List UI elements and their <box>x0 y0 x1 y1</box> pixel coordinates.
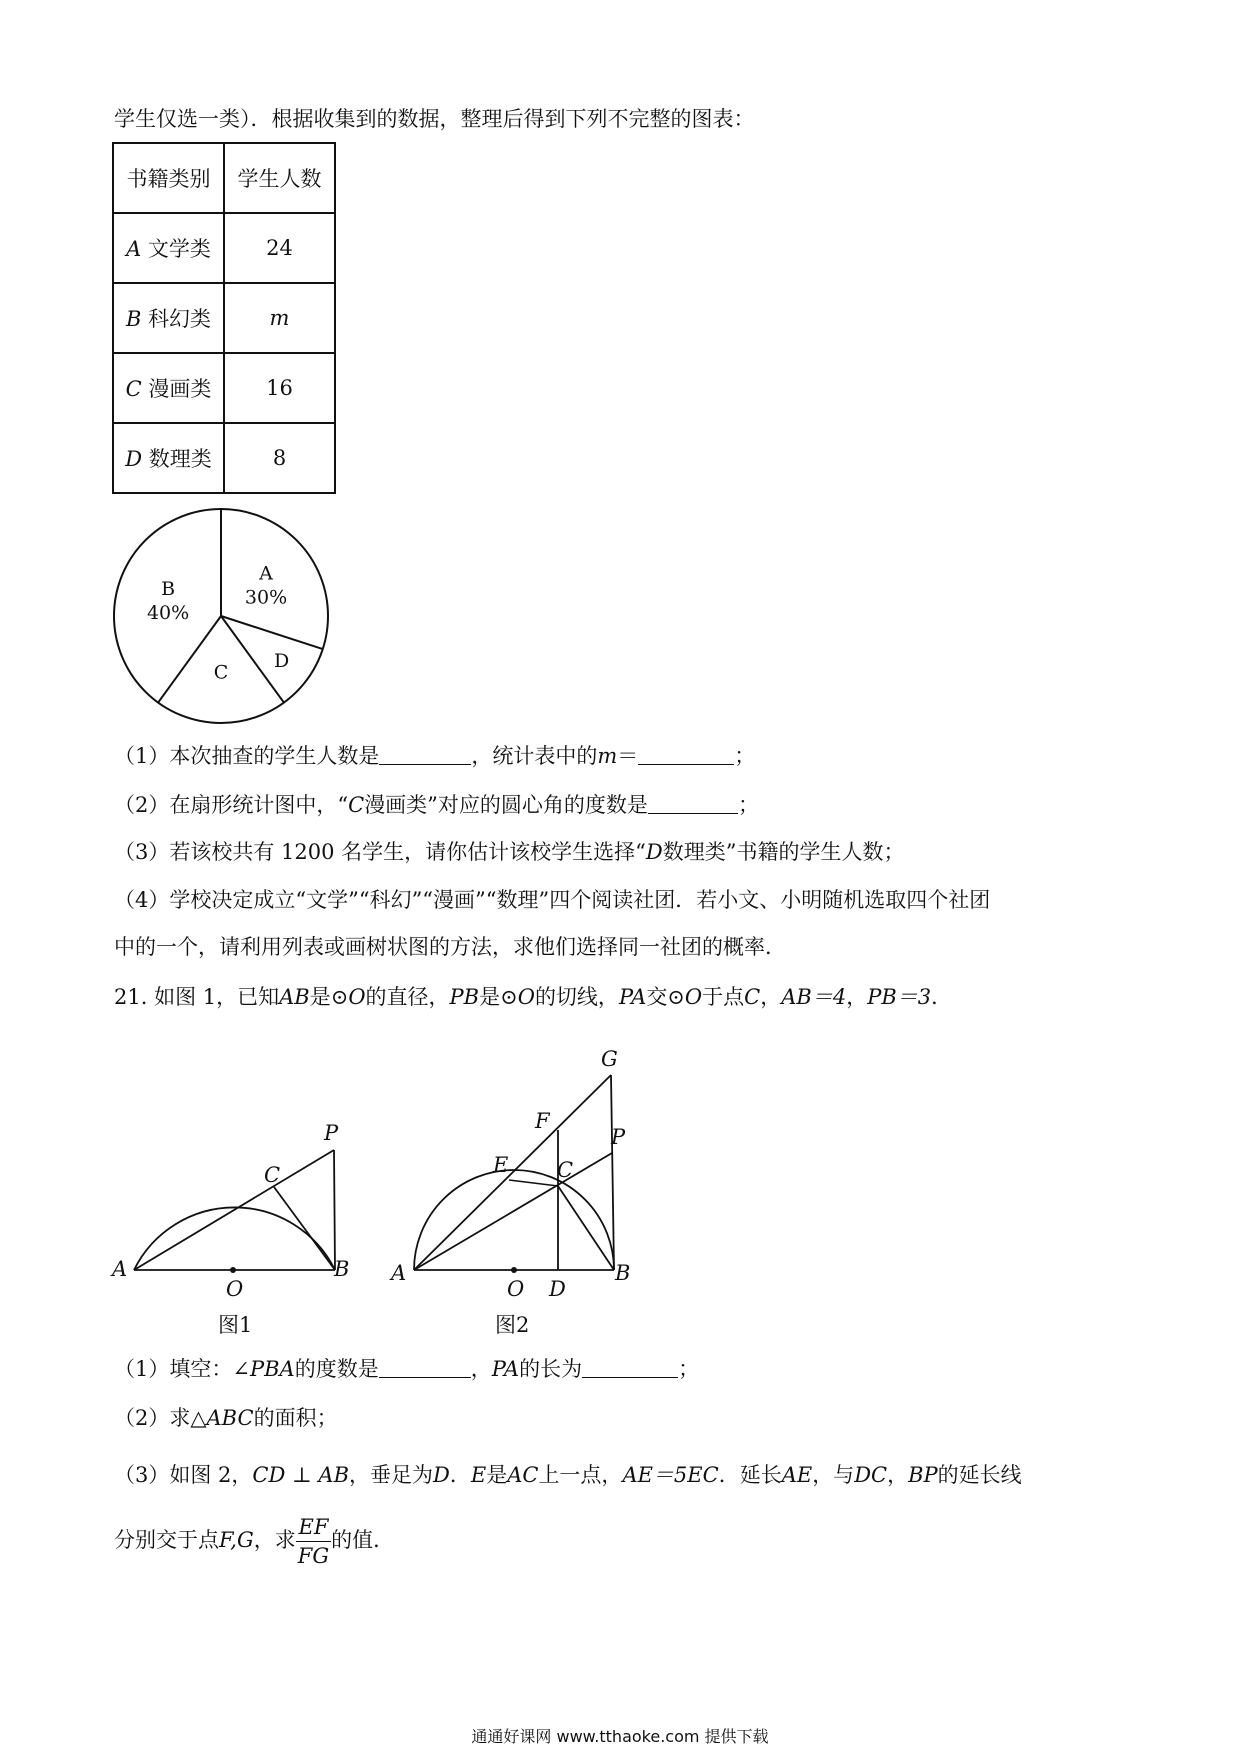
pie-label-a: A <box>259 562 273 585</box>
line-ag <box>414 1075 611 1270</box>
footer-text: 通通好课网 www.tthaoke.com 提供下载 <box>471 1727 769 1746</box>
table-cell: C 漫画类 <box>113 353 224 423</box>
table-row <box>113 423 335 493</box>
label-f: F <box>535 1109 550 1133</box>
pie-value-label-a: 30% <box>244 586 288 609</box>
table-row <box>113 213 335 283</box>
label-b: B <box>334 1257 350 1281</box>
label-p: P <box>324 1121 339 1145</box>
figure-1 <box>110 1110 360 1340</box>
semicircle <box>414 1170 614 1270</box>
label-o: O <box>226 1277 244 1301</box>
intro-text: 学生仅选一类）．根据收集到的数据，整理后得到下列不完整的图表： <box>114 107 755 131</box>
center-point <box>511 1267 517 1273</box>
pie-value-label-b: 40% <box>146 601 190 624</box>
answer-blank[interactable] <box>379 1355 471 1378</box>
label-o: O <box>507 1277 525 1301</box>
table-cell: B 科幻类 <box>113 283 224 353</box>
q21-stem: 21. 如图 1，已知AB是⊙O的直径，PB是⊙O的切线，PA交⊙O于点C，AB＝4，PB＝3． <box>114 985 953 1009</box>
q20-part2: （2）在扇形统计图中，“C漫画类”对应的圆心角的度数是 ； <box>114 793 759 817</box>
pie-chart <box>104 500 344 740</box>
q20-part4-line2: 中的一个，请利用列表或画树状图的方法，求他们选择同一社团的概率． <box>114 935 786 959</box>
table-cell: 16 <box>224 353 335 423</box>
q20-part4-line1: （4）学校决定成立“文学”“科幻”“漫画”“数理”四个阅读社团．若小文、小明随机选取四个社团 <box>114 888 991 912</box>
answer-blank[interactable] <box>582 1355 678 1378</box>
q21-part1: （1）填空：∠PBA的度数是 ，PA的长为 ； <box>114 1357 700 1381</box>
answer-blank[interactable] <box>648 791 738 814</box>
stat-table <box>112 142 336 494</box>
pie-slice-boundary-d <box>221 616 323 649</box>
q20-part3: （3）若该校共有 1200 名学生，请你估计该校学生选择“D数理类”书籍的学生人数； <box>114 840 905 864</box>
figure-caption: 图1 <box>218 1313 253 1337</box>
table-cell: D 数理类 <box>113 423 224 493</box>
line-gb <box>611 1075 614 1270</box>
pie-label-c: C <box>213 661 229 684</box>
tangent-pb <box>334 1150 335 1270</box>
label-c: C <box>557 1158 574 1182</box>
label-d: D <box>549 1277 566 1301</box>
center-point <box>230 1267 236 1273</box>
table-cell: 8 <box>224 423 335 493</box>
answer-blank[interactable] <box>638 742 734 765</box>
q21-part2: （2）求△ABC的面积； <box>114 1406 338 1430</box>
chord-cb <box>274 1187 335 1270</box>
pie-label-b: B <box>161 577 176 600</box>
figure-2 <box>385 1030 645 1340</box>
chord-ec <box>509 1180 558 1186</box>
table-row <box>113 283 335 353</box>
semicircle <box>134 1207 335 1270</box>
label-a: A <box>391 1261 407 1285</box>
label-g: G <box>601 1047 618 1071</box>
label-a: A <box>112 1257 128 1281</box>
pie-label-d: D <box>273 650 290 673</box>
table-cell: A 文学类 <box>113 213 224 283</box>
table-cell: m <box>224 283 335 353</box>
q21-part3-line2: 分别交于点F,G，求 $\frac{EF}{FG}$ 的值． <box>114 1515 395 1568</box>
label-p: P <box>611 1125 626 1149</box>
fraction-ef-fg: $\frac{EF}{FG}$ <box>297 1515 330 1568</box>
line-ap <box>134 1150 334 1270</box>
table-row <box>113 353 335 423</box>
label-b: B <box>615 1261 631 1285</box>
label-c: C <box>264 1163 281 1187</box>
table-header-cell: 书籍类别 <box>113 143 224 213</box>
table-header-row <box>113 143 335 213</box>
table-header-cell: 学生人数 <box>224 143 335 213</box>
q20-part1: （1）本次抽查的学生人数是 ，统计表中的m＝ ； <box>114 744 756 768</box>
q21-part3-line1: （3）如图 2，CD ⊥ AB，垂足为D．E是AC上一点，AE＝5EC．延长AE，与DC，BP的延长线 <box>114 1463 1022 1487</box>
answer-blank[interactable] <box>379 742 471 765</box>
label-e: E <box>493 1153 509 1177</box>
pie-slice-boundary-b <box>158 616 221 703</box>
figure-caption: 图2 <box>495 1313 530 1337</box>
table-cell: 24 <box>224 213 335 283</box>
